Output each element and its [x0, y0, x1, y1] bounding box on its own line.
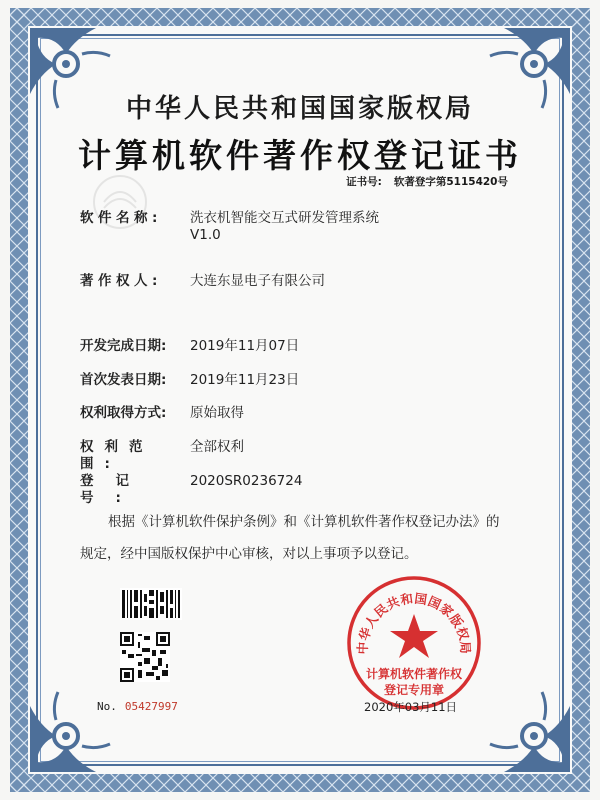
certificate-title: 计算机软件著作权登记证书 [78, 136, 522, 175]
certificate-number-label: 证书号: [346, 176, 382, 188]
legal-basis-line-2: 规定，经中国版权保护中心审核，对以上事项予以登记。 [80, 546, 418, 562]
field-value: 2020SR0236724 [190, 473, 303, 489]
field-label: 著作权人: [80, 273, 162, 289]
issue-date: 2020年03月11日 [364, 700, 458, 714]
field-value: 原始取得 [190, 405, 244, 421]
seal-text-line-2: 登记专用章 [383, 683, 444, 697]
serial-number [97, 700, 178, 713]
field-label: 权利取得方式: [80, 405, 167, 421]
seal-text-line-1: 计算机软件著作权 [365, 667, 462, 681]
issuing-authority: 中华人民共和国国家版权局 [125, 94, 474, 124]
field-label: 首次发表日期: [80, 372, 167, 388]
field-label: 权利范围: [80, 439, 154, 472]
field-value: 全部权利 [190, 439, 244, 455]
serial-number-value: 05427997 [124, 700, 178, 713]
field-value: 大连东显电子有限公司 [190, 273, 325, 289]
field-label: 登记号: [80, 473, 151, 506]
barcode-icon [120, 588, 182, 620]
certificate-number [346, 174, 508, 189]
field-value: 洗衣机智能交互式研发管理系统 [190, 210, 379, 226]
certificate-number-value: 软著登字第5115420号 [393, 176, 508, 188]
field-value: 2019年11月23日 [190, 372, 300, 388]
field-label: 开发完成日期: [80, 338, 167, 354]
qr-code-icon [120, 632, 170, 682]
field-label: 软件名称: [80, 210, 162, 226]
legal-basis-line-1: 根据《计算机软件保护条例》和《计算机软件著作权登记办法》的 [108, 514, 500, 530]
serial-number-label: No. [97, 700, 117, 713]
field-value: 2019年11月07日 [190, 338, 300, 354]
seal-ring-text: 中华人民共和国国家版权局 [354, 590, 474, 655]
field-value-version: V1.0 [190, 227, 221, 243]
